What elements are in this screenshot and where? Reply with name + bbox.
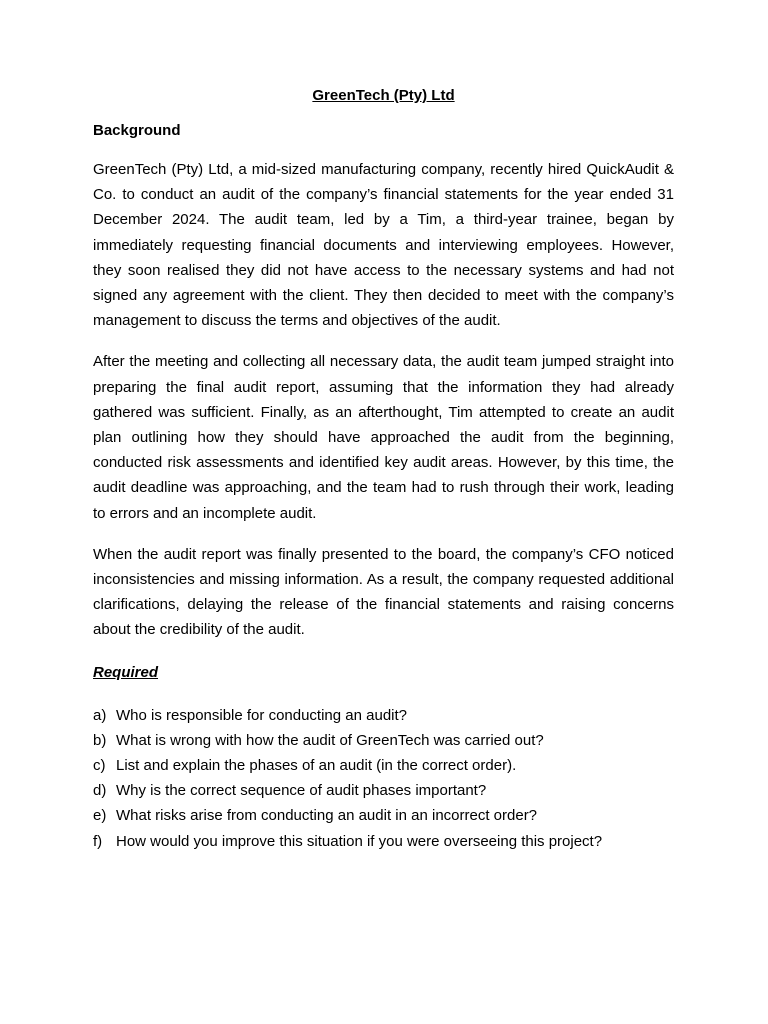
question-marker: f) [93,832,103,850]
required-heading: Required [93,663,159,681]
question-marker: e) [93,807,107,825]
question-marker: d) [93,782,107,800]
question-item-e [93,803,674,828]
question-text: How would you improve this situation if you were overseeing this project? [116,832,603,850]
paragraph-2: After the meeting and collecting all necessary data, the audit team jumped straight into preparing the final audit report, assuming that the information they had already gathered was sufficient. Finally, as an afterthought, Tim attempted to create an audit plan outlining how they should have approached the audit from the beginning, conducted risk assessments and identified key audit areas. However, by this time, the audit deadline was approaching, and the team had to rush through their work, leading to errors and an incomplete audit. [93,353,674,522]
question-item-b [93,728,674,753]
question-text: What risks arise from conducting an audit in an incorrect order? [116,807,538,825]
question-text: Who is responsible for conducting an audit? [116,706,408,724]
document-title: GreenTech (Pty) Ltd [312,87,455,104]
questions-list [93,703,674,854]
question-text: Why is the correct sequence of audit phases important? [116,782,487,800]
question-marker: a) [93,706,107,724]
paragraph-3: When the audit report was finally presented to the board, the company’s CFO noticed inconsistencies and missing information. As a result, the company requested additional clarifications, delaying the release of the financial statements and raising concerns about the credibility of the audit. [93,545,674,639]
paragraph-1: GreenTech (Pty) Ltd, a mid-sized manufacturing company, recently hired QuickAudit & Co. to conduct an audit of the company’s financial statements for the year ended 31 December 2024. The audit team, led by a Tim, a third-year trainee, began by immediately requesting financial documents and interviewing employees. However, they soon realised they did not have access to the necessary systems and had not signed any agreement with the client. They then decided to meet with the company’s management to discuss the terms and objectives of the audit. [93,161,674,330]
question-item-f [93,829,674,854]
question-marker: c) [93,757,106,775]
question-text: List and explain the phases of an audit (in the correct order). [116,757,517,775]
question-marker: b) [93,731,107,749]
question-item-c [93,753,674,778]
question-text: What is wrong with how the audit of GreenTech was carried out? [116,731,544,749]
background-heading: Background [93,122,181,139]
question-item-a [93,703,674,728]
question-item-d [93,778,674,803]
